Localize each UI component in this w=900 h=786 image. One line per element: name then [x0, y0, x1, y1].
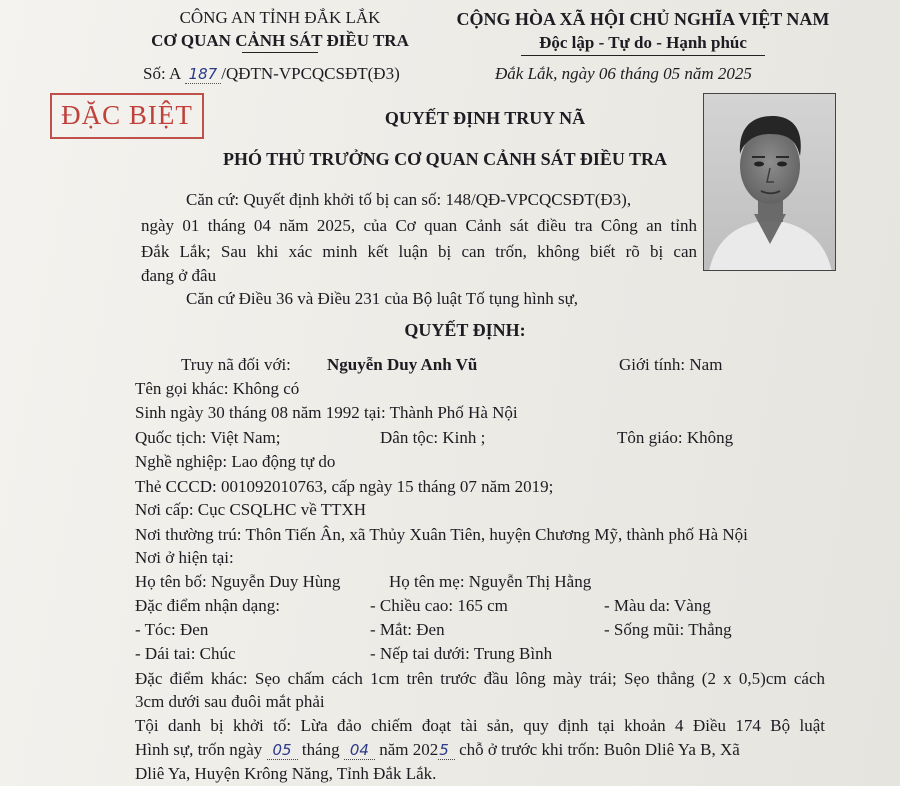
decision-heading: QUYẾT ĐỊNH:	[404, 320, 526, 340]
suspect-id-card: Thẻ CCCD: 001092010763, cấp ngày 15 tháng 07 năm 2019;	[135, 477, 554, 496]
agency-name: CƠ QUAN CẢNH SÁT ĐIỀU TRA	[151, 31, 409, 50]
number-prefix: Số: A	[143, 64, 181, 83]
suspect-name: Nguyễn Duy Anh Vũ	[327, 355, 478, 374]
feature-eyes: - Mắt: Đen	[370, 620, 445, 639]
charge-month-label: tháng	[301, 740, 340, 759]
charge-line-1: Tội danh bị khởi tố: Lừa đảo chiếm đoạt tài sản, quy định tại khoản 4 Điều 174 Bộ luật	[135, 716, 825, 735]
basis-line-4: đang ở đâu	[141, 266, 217, 285]
charge-residence: chỗ ở trước khi trốn: Buôn Dliê Ya B, Xã	[459, 740, 740, 759]
document-number	[143, 64, 400, 84]
suspect-birth: Sinh ngày 30 tháng 08 năm 1992 tại: Thành Phố Hà Nội	[135, 403, 518, 422]
feature-skin: - Màu da: Vàng	[604, 596, 711, 615]
features-label: Đặc điểm nhận dạng:	[135, 596, 280, 615]
feature-other-line-1: Đặc điểm khác: Sẹo chấm cách 1cm trên trước đầu lông mày trái; Sẹo thẳng (2 x 0,5)cm cách	[135, 669, 825, 688]
special-stamp: ĐẶC BIỆT	[50, 93, 204, 139]
feature-earlobe: - Dái tai: Chúc	[135, 644, 236, 663]
feature-nose: - Sống mũi: Thẳng	[604, 620, 732, 639]
suspect-ethnicity: Dân tộc: Kinh ;	[380, 428, 486, 447]
date-line: Đắk Lắk, ngày 06 tháng 05 năm 2025	[495, 64, 752, 83]
suspect-photo	[703, 93, 836, 271]
charge-year-label: năm 202	[379, 740, 439, 759]
basis-line-2: ngày 01 tháng 04 năm 2025, của Cơ quan Cảnh sát điều tra Công an tỉnh	[141, 216, 697, 235]
suspect-religion: Tôn giáo: Không	[617, 428, 734, 447]
suspect-nationality: Quốc tịch: Việt Nam;	[135, 428, 281, 447]
charge-line-3: Dliê Ya, Huyện Krông Năng, Tỉnh Đắk Lắk.	[135, 764, 437, 783]
document-subtitle: PHÓ THỦ TRƯỞNG CƠ QUAN CẢNH SÁT ĐIỀU TRA	[222, 149, 668, 169]
suspect-occupation: Nghề nghiệp: Lao động tự do	[135, 452, 336, 471]
number-handwritten: 187	[185, 65, 222, 84]
republic-name: CỘNG HÒA XÃ HỘI CHỦ NGHĨA VIỆT NAM	[456, 9, 830, 29]
national-motto: Độc lập - Tự do - Hạnh phúc	[539, 33, 747, 52]
suspect-gender: Giới tính: Nam	[619, 355, 723, 374]
mother-name: Họ tên mẹ: Nguyễn Thị Hằng	[389, 572, 592, 591]
permanent-address: Nơi thường trú: Thôn Tiến Ân, xã Thủy Xuân Tiên, huyện Chương Mỹ, thành phố Hà Nội	[135, 525, 748, 544]
portrait-image	[704, 94, 836, 271]
id-issued-by: Nơi cấp: Cục CSQLHC về TTXH	[135, 500, 367, 519]
charge-line-2	[135, 740, 825, 760]
current-address: Nơi ở hiện tại:	[135, 548, 234, 567]
suspect-alias: Tên gọi khác: Không có	[135, 379, 300, 398]
feature-other-line-2: 3cm dưới sau đuôi mắt phải	[135, 692, 325, 711]
number-suffix: /QĐTN-VPCQCSĐT(Đ3)	[221, 64, 400, 83]
feature-hair: - Tóc: Đen	[135, 620, 209, 639]
motto-underline	[521, 55, 765, 56]
agency-underline	[242, 52, 318, 53]
basis-line-1: Căn cứ: Quyết định khởi tố bị can số: 148/QĐ-VPCQCSĐT(Đ3),	[186, 190, 632, 209]
basis-line-3: Đắk Lắk; Sau khi xác minh kết luận bị can trốn, không biết rõ bị can	[141, 242, 697, 261]
feature-height: - Chiều cao: 165 cm	[370, 596, 508, 615]
charge-flee-label: Hình sự, trốn ngày	[135, 740, 263, 759]
agency-parent: CÔNG AN TỈNH ĐẮK LẮK	[179, 8, 381, 27]
flee-month: 04	[344, 741, 375, 760]
basis-line-5: Căn cứ Điều 36 và Điều 231 của Bộ luật Tố tụng hình sự,	[186, 289, 579, 308]
wanted-label: Truy nã đối với:	[181, 355, 291, 374]
father-name: Họ tên bố: Nguyễn Duy Hùng	[135, 572, 341, 591]
document-title: QUYẾT ĐỊNH TRUY NÃ	[384, 108, 586, 128]
flee-day: 05	[267, 741, 298, 760]
flee-year: 5	[438, 741, 455, 760]
feature-ear-fold: - Nếp tai dưới: Trung Bình	[370, 644, 553, 663]
